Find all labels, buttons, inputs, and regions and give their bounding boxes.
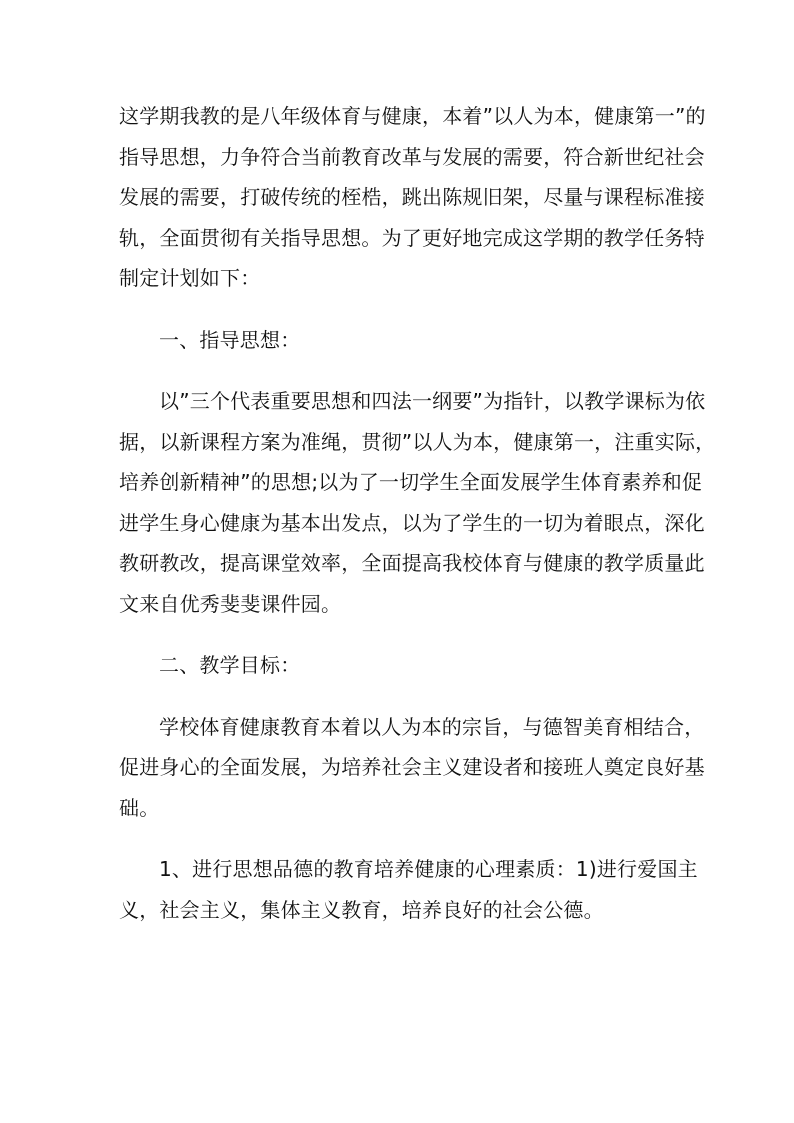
- text-line: 发展的需要，打破传统的桎梏，跳出陈规旧架，尽量与课程标准接: [119, 185, 705, 209]
- section-heading-guiding-ideology: [119, 320, 679, 361]
- text-line: 培养创新精神”的思想;以为了一切学生全面发展学生体育素养和促: [119, 470, 703, 494]
- text-line: 指导思想，力争符合当前教育改革与发展的需要，符合新世纪社会: [119, 144, 705, 169]
- text-line: 义，社会主义，集体主义教育，培养良好的社会公德。: [119, 897, 604, 922]
- text-line: 轨，全面贯彻有关指导思想。为了更好地完成这学期的教学任务特: [119, 225, 705, 250]
- text-line: 教研教改，提高课堂效率，全面提高我校体育与健康的教学质量此: [119, 551, 705, 575]
- text-line: 二、教学目标：: [159, 653, 301, 677]
- text-line: 据，以新课程方案为准绳，贯彻”以人为本，健康第一，注重实际，: [119, 429, 716, 454]
- text-line: 1、进行思想品德的教育培养健康的心理素质：1)进行爱国主: [159, 857, 698, 881]
- text-line: 以”三个代表重要思想和四法一纲要”为指针，以教学课标为依: [159, 389, 706, 413]
- text-line: 制定计划如下：: [119, 266, 261, 290]
- moral-education-paragraph: [119, 849, 698, 930]
- document-body: [119, 96, 716, 930]
- text-line: 础。: [119, 795, 160, 820]
- text-line: 文来自优秀斐斐课件园。: [119, 591, 342, 616]
- section-heading-teaching-goals: [119, 645, 679, 686]
- text-line: 学校体育健康教育本着以人为本的宗旨，与德智美育相结合，: [159, 714, 705, 739]
- text-line: 促进身心的全面发展，为培养社会主义建设者和接班人奠定良好基: [119, 755, 705, 779]
- intro-paragraph: [119, 96, 706, 299]
- text-line: 一、指导思想：: [159, 327, 301, 352]
- text-line: 这学期我教的是八年级体育与健康，本着”以人为本，健康第一”的: [119, 104, 706, 128]
- teaching-goals-paragraph: [119, 707, 705, 829]
- guiding-ideology-paragraph: [119, 381, 716, 624]
- text-line: 进学生身心健康为基本出发点，以为了学生的一切为着眼点，深化: [119, 510, 705, 535]
